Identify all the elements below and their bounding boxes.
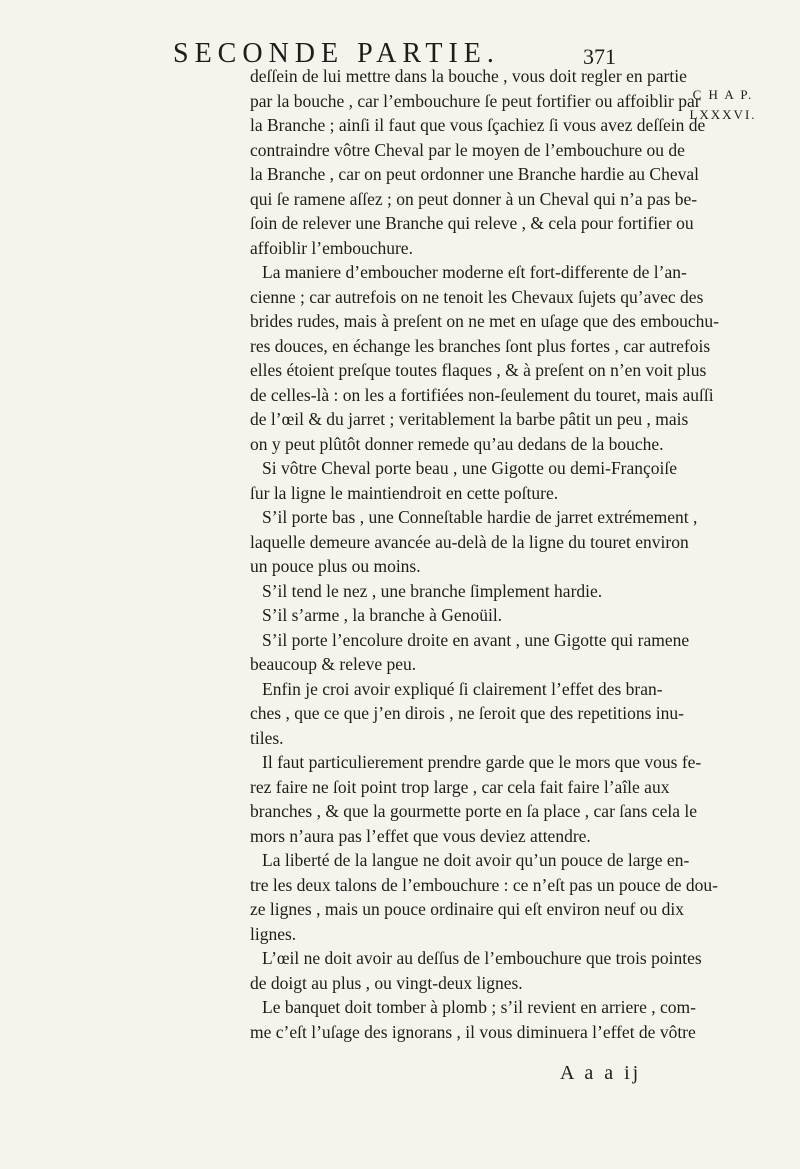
text-line: un pouce plus ou moins.: [250, 556, 421, 576]
text-line: contraindre vôtre Cheval par le moyen de l’embouchure ou de: [250, 139, 685, 160]
text-line: La liberté de la langue ne doit avoir qu’un pouce de large en-: [262, 850, 690, 870]
text-line: rez faire ne ſoit point trop large , car cela fait faire l’aîle aux: [250, 776, 670, 797]
text-line: Le banquet doit tomber à plomb ; s’il revient en arriere , com-: [262, 997, 696, 1017]
signature-mark: A a a ij: [560, 1062, 642, 1084]
page-number: 371: [583, 44, 616, 69]
text-line: de l’œil & du jarret ; veritablement la barbe pâtit un peu , mais: [250, 409, 689, 429]
text-line: beaucoup & releve peu.: [250, 654, 417, 674]
text-line: elles étoient preſque toutes flaques , & à preſent on n’en voit plus: [250, 360, 707, 380]
text-line: ches , que ce que j’en dirois , ne ſeroit que des repetitions inu-: [250, 703, 684, 723]
text-line: ſur la ligne le maintiendroit en cette poſture.: [250, 482, 559, 503]
text-line: de celles-là : on les a fortifiées non-ſeulement du touret, mais auſſi: [250, 384, 714, 405]
text-line: La maniere d’emboucher moderne eſt fort-differente de l’an-: [262, 262, 687, 282]
running-title: SECONDE PARTIE.: [173, 38, 500, 69]
text-line: par la bouche , car l’embouchure ſe peut fortifier ou affoiblir par: [250, 90, 701, 111]
text-line: deſſein de lui mettre dans la bouche , vous doit regler en partie: [250, 66, 687, 86]
text-line: cienne ; car autrefois on ne tenoit les Chevaux ſujets qu’avec des: [250, 286, 704, 307]
text-line: on y peut plûtôt donner remede qu’au dedans de la bouche.: [250, 433, 664, 454]
text-line: de doigt au plus , ou vingt-deux lignes.: [250, 972, 523, 993]
text-line: S’il s’arme , la branche à Genoüil.: [262, 605, 503, 625]
text-line: affoiblir l’embouchure.: [250, 237, 413, 258]
text-line: Enfin je croi avoir expliqué ſi clairement l’effet des bran-: [262, 678, 663, 699]
text-line: ſoin de relever une Branche qui releve , & cela pour fortifier ou: [250, 213, 694, 233]
text-line: me c’eſt l’uſage des ignorans , il vous diminuera l’effet de vôtre: [250, 1021, 696, 1042]
text-line: brides rudes, mais à preſent on ne met en uſage que des embouchu-: [250, 311, 719, 331]
text-line: branches , & que la gourmette porte en ſa place , car ſans cela le: [250, 801, 698, 821]
text-line: tiles.: [250, 727, 284, 748]
text-line: la Branche ; ainſi il faut que vous ſçachiez ſi vous avez deſſein de: [250, 115, 706, 135]
chapter-number: LXXXVI.: [689, 107, 757, 122]
text-line: lignes.: [250, 923, 297, 944]
text-line: qui ſe ramene aſſez ; on peut donner à un Cheval qui n’a pas be-: [250, 188, 698, 209]
chapter-label: C H A P.: [692, 87, 754, 102]
text-line: laquelle demeure avancée au-delà de la ligne du touret environ: [250, 531, 689, 552]
text-line: ze lignes , mais un pouce ordinaire qui eſt environ neuf ou dix: [250, 899, 684, 919]
text-line: Il faut particulierement prendre garde que le mors que vous fe-: [262, 752, 702, 772]
text-line: S’il tend le nez , une branche ſimplement hardie.: [262, 580, 603, 601]
text-line: S’il porte bas , une Conneſtable hardie de jarret extrémement ,: [262, 507, 698, 527]
text-line: S’il porte l’encolure droite en avant , une Gigotte qui ramene: [262, 629, 690, 650]
text-line: L’œil ne doit avoir au deſſus de l’embouchure que trois pointes: [262, 948, 702, 968]
text-line: tre les deux talons de l’embouchure : ce n’eſt pas un pouce de dou-: [250, 874, 718, 895]
text-line: Si vôtre Cheval porte beau , une Gigotte ou demi-Françoiſe: [262, 458, 678, 478]
text-line: mors n’aura pas l’effet que vous deviez attendre.: [250, 825, 591, 846]
text-line: res douces, en échange les branches ſont plus fortes , car autrefois: [250, 335, 711, 356]
text-line: la Branche , car on peut ordonner une Branche hardie au Cheval: [250, 164, 699, 184]
